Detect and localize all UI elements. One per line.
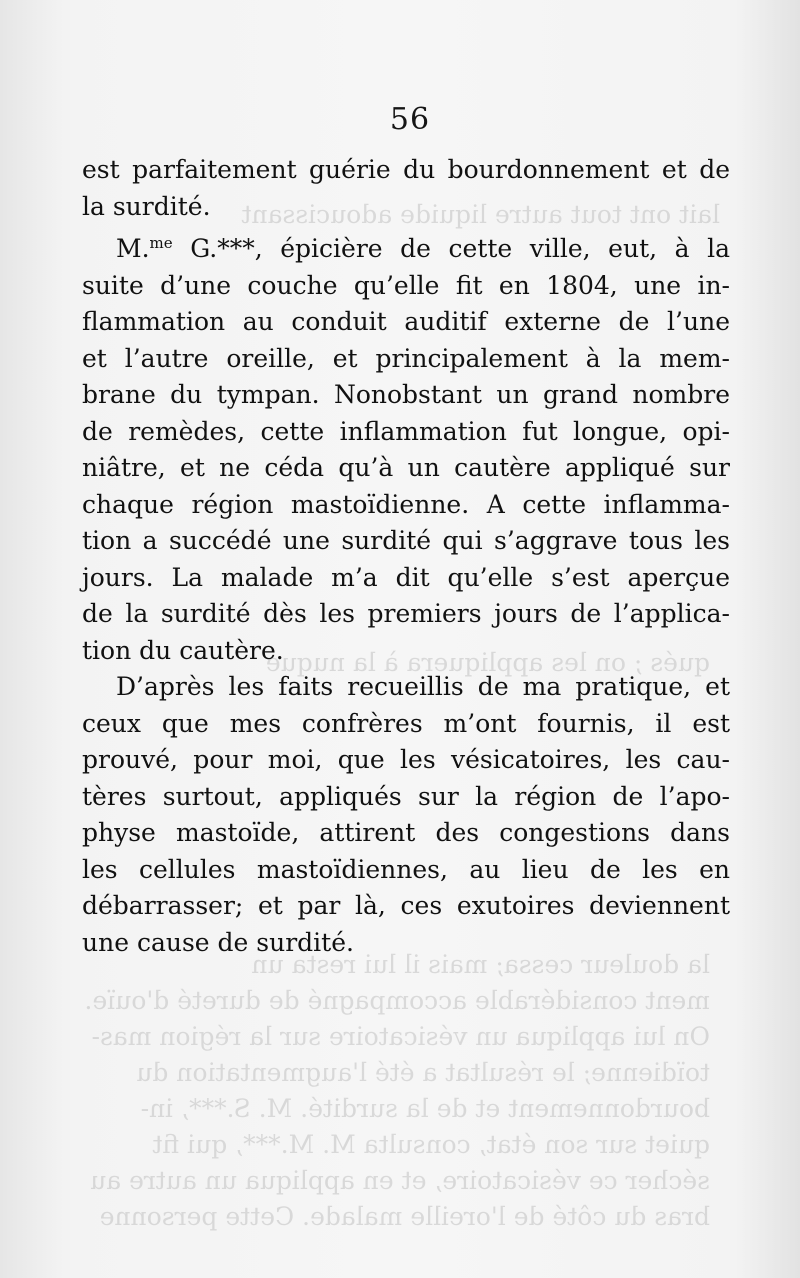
text-line: flammation au conduit auditif externe de l’une [82, 307, 730, 336]
text-line: débarrasser; et par là, ces exutoires deviennent [82, 891, 730, 920]
text-line: suite d’une couche qu’elle fit en 1804, une in- [82, 270, 730, 300]
text-line: et l’autre oreille, et principalement à la mem- [82, 343, 730, 373]
page-number: 56 [389, 102, 431, 137]
text-line: la surdité. [82, 191, 211, 221]
text-line: D’après les faits recueillis de ma pratique, et [116, 672, 730, 701]
text-line: prouvé, pour moi, que les vésicatoires, les cau- [82, 745, 730, 774]
text-line: chaque région mastoïdienne. A cette inflamma- [82, 489, 730, 519]
text-line: est parfaitement guérie du bourdonnement et de [82, 155, 730, 184]
text-line: les cellules mastoïdiennes, au lieu de les en [82, 854, 730, 884]
text-line: tères surtout, appliqués sur la région de l’apo- [82, 781, 730, 811]
text-line: de la surdité dès les premiers jours de l’applica- [82, 599, 730, 628]
text-line: brane du tympan. Nonobstant un grand nombre [82, 380, 730, 409]
text-line: une cause de surdité. [82, 927, 354, 957]
text-line: niâtre, et ne céda qu’à un cautère appliqué sur [82, 453, 730, 482]
text-line: jours. La malade m’a dit qu’elle s’est aperçue [82, 562, 730, 592]
text-line: M.$^{me}$ G.***, épicière de cette ville, eut, à la [116, 234, 730, 263]
body-text [82, 152, 730, 961]
text-line: tion a succédé une surdité qui s’aggrave tous les [82, 526, 730, 555]
text-line: de remèdes, cette inflammation fut longue, opi- [82, 416, 730, 446]
paragraph-case [82, 225, 730, 669]
text-line: ceux que mes confrères m’ont fournis, il est [82, 708, 730, 738]
paragraph-continuation [82, 152, 730, 225]
text-line: physe mastoïde, attirent des congestions dans [82, 818, 730, 847]
show-through-text: lait ont tout autre liquide adoucissant qués ; on les appliquera à la nuque la douleur cessa; mais il lui resta un ment considérable accompagné de dureté d'ouïe. On lui appliqua un vésicatoire sur la région mas- toïdienne; le résultat a été l'augmentation du bourdonnement et de la surdité. M. S.***, in- quiet sur son état, consulta M. M.***, qui fit sécher ce vésicatoire, et en appliqua un autre au bras du côté de l'oreille malade. Cette personne [84, 200, 720, 1231]
paragraph-conclusion [82, 669, 730, 961]
text-line: tion du cautère. [82, 635, 284, 665]
